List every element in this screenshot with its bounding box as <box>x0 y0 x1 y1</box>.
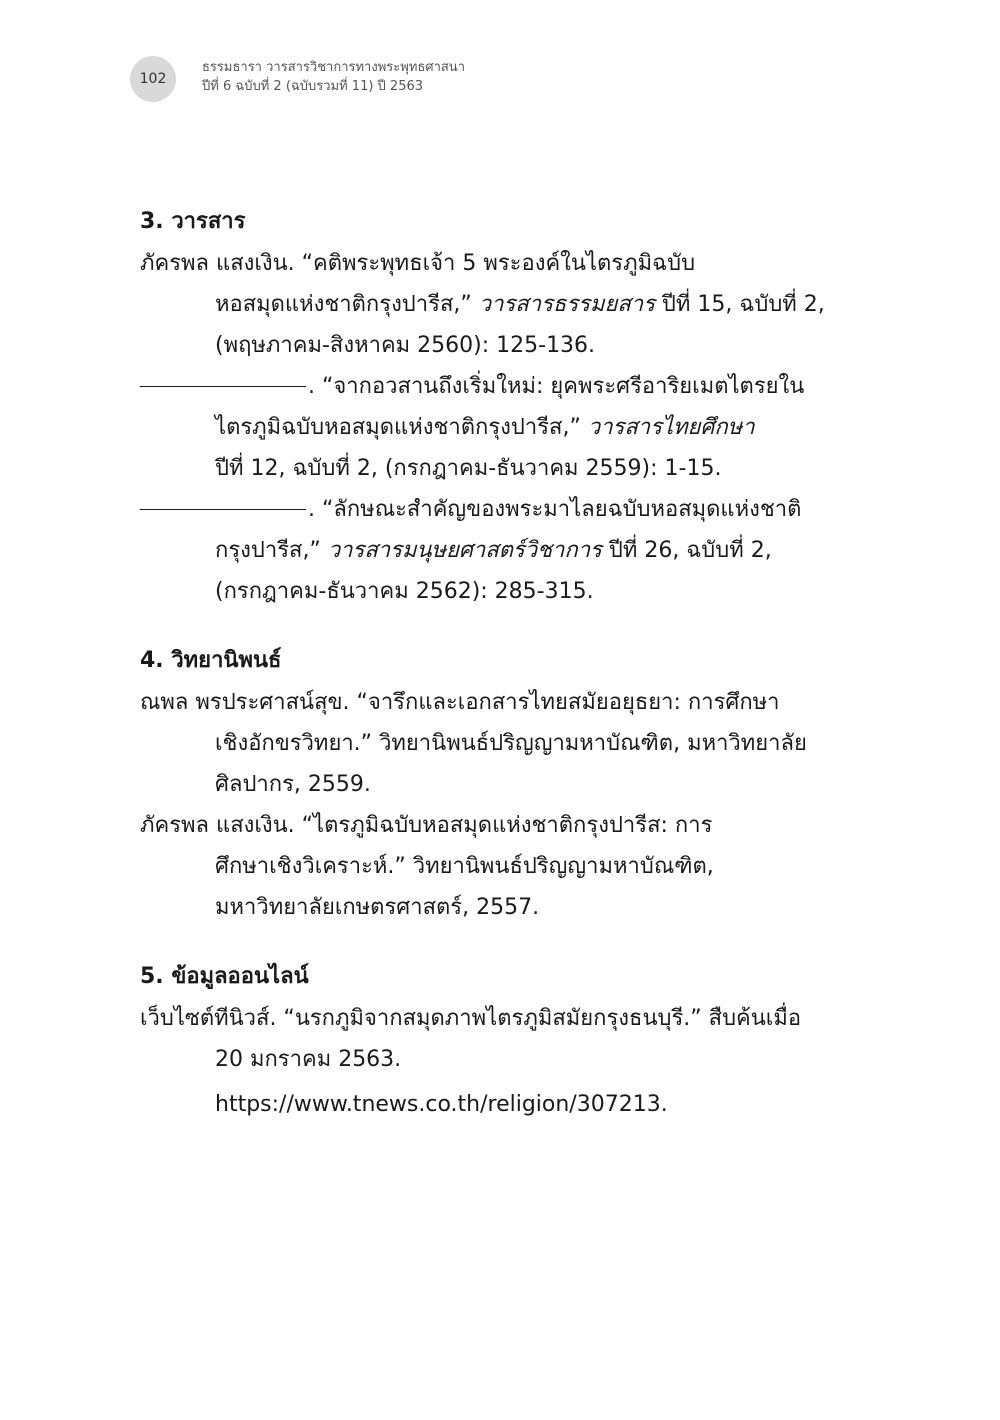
reference-line: ภัครพล แสงเงิน. “ไตรภูมิฉบับหอสมุดแห่งชาติกรุงปารีส: การ <box>140 813 713 838</box>
reference-text: ปีที่ 15, ฉบับที่ 2, <box>654 292 825 317</box>
reference-line <box>140 407 840 448</box>
reference-text: ไตรภูมิฉบับหอสมุดแห่งชาติกรุงปารีส,” <box>215 415 588 440</box>
reference-line: เชิงอักขรวิทยา.” วิทยานิพนธ์ปริญญามหาบัณฑิต, มหาวิทยาลัย <box>215 731 807 756</box>
reference-line: 20 มกราคม 2563. <box>215 1047 402 1072</box>
reference-text: . “จากอวสานถึงเริ่มใหม่: ยุคพระศรีอาริยเมตไตรยใน <box>308 374 805 399</box>
reference-entry <box>140 489 840 612</box>
journal-info <box>202 58 465 96</box>
journal-name: วารสารไทยศึกษา <box>587 415 755 440</box>
reference-entry <box>140 366 840 489</box>
section-theses <box>140 642 840 928</box>
author-repeat-line <box>140 386 306 387</box>
reference-text: หอสมุดแห่งชาติกรุงปารีส,” <box>215 292 479 317</box>
reference-line: ณพล พรประศาสน์สุข. “จารึกและเอกสารไทยสมัยอยุธยา: การศึกษา <box>140 690 780 715</box>
journal-name: วารสารธรรมยสาร <box>478 292 655 317</box>
reference-entry <box>140 998 840 1125</box>
section-online <box>140 958 840 1125</box>
section-title: 3. วารสาร <box>140 209 246 234</box>
journal-name: วารสารมนุษยศาสตร์วิชาการ <box>327 538 602 563</box>
reference-entry <box>140 682 840 805</box>
reference-text: . “ลักษณะสำคัญของพระมาไลยฉบับหอสมุดแห่งชาติ <box>308 497 802 522</box>
reference-line <box>140 284 840 325</box>
journal-title: ธรรมธารา วารสารวิชาการทางพระพุทธศาสนา <box>202 60 465 75</box>
section-journals <box>140 203 840 612</box>
issue-info: ปีที่ 6 ฉบับที่ 2 (ฉบับรวมที่ 11) ปี 2563 <box>202 79 424 94</box>
reference-line: เว็บไซต์ทีนิวส์. “นรกภูมิจากสมุดภาพไตรภูมิสมัยกรุงธนบุรี.” สืบค้นเมื่อ <box>140 1006 802 1031</box>
reference-line: (กรกฎาคม-ธันวาคม 2562): 285-315. <box>215 579 594 604</box>
reference-line: ภัครพล แสงเงิน. “คติพระพุทธเจ้า 5 พระองค์ในไตรภูมิฉบับ <box>140 251 696 276</box>
reference-line <box>140 366 840 407</box>
reference-url: https://www.tnews.co.th/religion/307213. <box>215 1092 668 1117</box>
section-title: 5. ข้อมูลออนไลน์ <box>140 964 309 989</box>
reference-entry <box>140 243 840 366</box>
reference-line: ศิลปากร, 2559. <box>215 772 371 797</box>
reference-line: ปีที่ 12, ฉบับที่ 2, (กรกฎาคม-ธันวาคม 2559): 1-15. <box>215 456 722 481</box>
reference-line <box>140 489 840 530</box>
bibliography <box>140 203 840 1155</box>
section-title: 4. วิทยานิพนธ์ <box>140 648 282 673</box>
author-repeat-line <box>140 509 306 510</box>
reference-text: ปีที่ 26, ฉบับที่ 2, <box>601 538 772 563</box>
reference-line: มหาวิทยาลัยเกษตรศาสตร์, 2557. <box>215 895 540 920</box>
reference-line: ศึกษาเชิงวิเคราะห์.” วิทยานิพนธ์ปริญญามหาบัณฑิต, <box>215 854 714 879</box>
reference-entry <box>140 805 840 928</box>
reference-text: กรุงปารีส,” <box>215 538 328 563</box>
page-number-badge: 102 <box>130 56 176 102</box>
reference-line: (พฤษภาคม-สิงหาคม 2560): 125-136. <box>215 333 596 358</box>
reference-line <box>140 530 840 571</box>
